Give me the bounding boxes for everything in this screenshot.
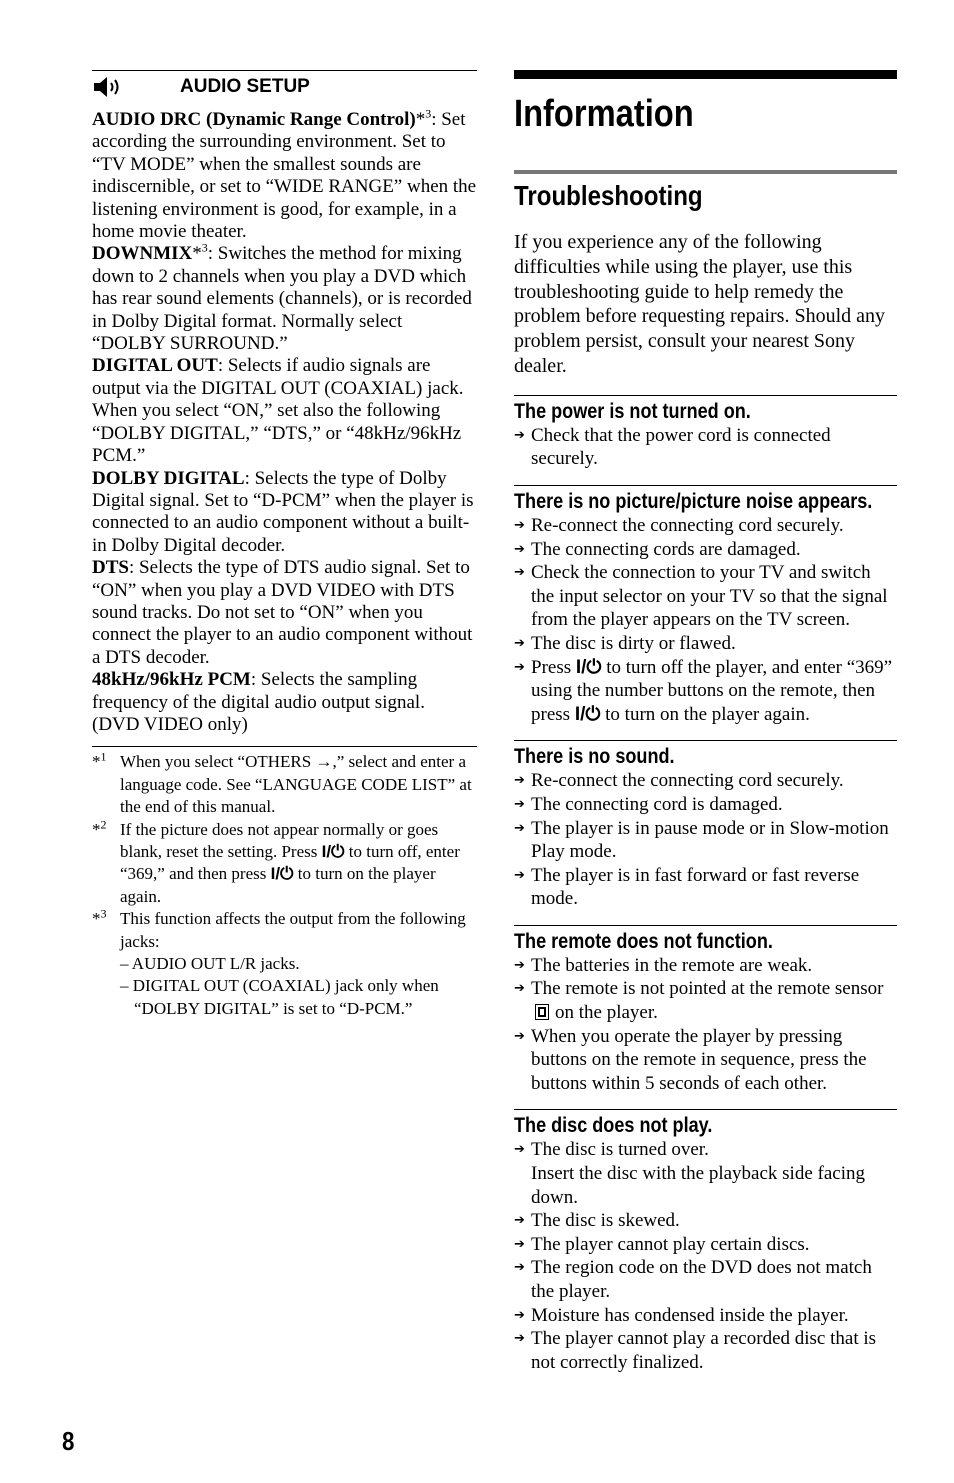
entry-text: : Switches the method for mixing down to 2 channels when you play a DVD which has rear sound elements (channels), or is recorded in Dolby Digital format. Normally select “DOLBY SURROUND.”	[92, 243, 472, 355]
entry-text: : Selects the type of Dolby Digital signal. Set to “D-PCM” when the player is connected to an audio component without a built-in Dolby Digital decoder.	[92, 467, 474, 556]
entry-downmix	[92, 243, 477, 355]
footnote-text: When you select “OTHERS →,” select and enter a language code. See “LANGUAGE CODE LIST” at the end of this manual.	[120, 752, 472, 817]
power-icon: I/⏻	[321, 842, 345, 861]
arrow-icon: ➔	[514, 957, 525, 973]
entry-term: DTS	[92, 557, 129, 579]
arrow-icon: ➔	[514, 867, 525, 883]
audio-setup-body	[92, 106, 477, 736]
footnotes	[92, 746, 477, 1020]
footnote-text: If the picture does not appear normally or goes blank, reset the setting. Press I/⏻ to turn off, enter “369,” and then press I/⏻ to turn on the player again.	[120, 819, 460, 906]
power-icon: I/⏻	[270, 864, 294, 884]
list-item: ➔ Check the connection to your TV and switch the input selector on your TV so that the signal from the player appears on the TV screen.	[514, 562, 888, 631]
footnote-sup: 3	[201, 241, 208, 256]
footnote-3	[92, 908, 477, 1020]
arrow-icon: ➔	[514, 541, 525, 557]
audio-setup-heading: AUDIO SETUP	[180, 76, 310, 97]
problem-heading: The disc does not play.	[514, 1114, 713, 1138]
problem-heading: The power is not turned on.	[514, 399, 751, 423]
power-icon: I/⏻	[575, 656, 602, 678]
entry-text: : Selects the type of DTS audio signal. Set to “ON” when you play a DVD VIDEO with DTS sound tracks. Do not set to “ON” when you connect the player to an audio component without a DTS decoder.	[92, 557, 473, 668]
arrow-icon: ➔	[514, 1213, 525, 1229]
entry-pcm	[92, 669, 477, 736]
entry-dts	[92, 557, 477, 669]
footnote-sup: 3	[425, 106, 432, 121]
entry-text: : Selects the sampling frequency of the digital audio output signal. (DVD VIDEO only)	[92, 669, 425, 735]
list-item: ➔ Press I/⏻ to turn off the player, and enter “369” using the number buttons on the remote, then press I/⏻ to turn on the player again.	[514, 656, 893, 725]
information-section	[514, 70, 897, 1374]
list-item: ➔ Moisture has condensed inside the player.	[514, 1304, 849, 1326]
arrow-icon: ➔	[514, 1028, 525, 1044]
footnote-2	[92, 816, 477, 909]
footnote-dash-item: – DIGITAL OUT (COAXIAL) jack only when “DOLBY DIGITAL” is set to “D-PCM.”	[120, 976, 439, 1018]
entry-dolby-digital	[92, 468, 477, 558]
problem-heading: The remote does not function.	[514, 929, 773, 953]
footnote-mark: *	[415, 109, 426, 130]
list-item: ➔ Check that the power cord is connected securely.	[514, 424, 831, 470]
arrow-icon: ➔	[514, 659, 525, 675]
arrow-icon: ➔	[514, 1260, 525, 1276]
power-icon: I/⏻	[574, 703, 601, 725]
footnote-1	[92, 751, 477, 818]
problem-heading: There is no sound.	[514, 745, 675, 769]
list-item: ➔ The disc is dirty or flawed.	[514, 632, 736, 654]
footnote-marker: *$^1$	[92, 749, 107, 772]
arrow-icon: ➔	[514, 1236, 525, 1252]
arrow-icon: ➔	[514, 981, 525, 997]
page-number: 8	[62, 1426, 75, 1456]
entry-term: DOWNMIX	[92, 243, 193, 265]
entry-term: 48kHz/96kHz PCM	[92, 669, 251, 691]
list-item: ➔ When you operate the player by pressing buttons on the remote in sequence, press the buttons within 5 seconds of each other.	[514, 1025, 867, 1094]
arrow-icon: ➔	[514, 1307, 525, 1323]
footnote-dash-item: – AUDIO OUT L/R jacks.	[120, 954, 300, 974]
arrow-icon: ➔	[514, 635, 525, 651]
problem-power	[514, 395, 897, 471]
subtitle-rule	[514, 170, 897, 174]
list-item: ➔ The disc is turned over. Insert the disc with the playback side facing down.	[514, 1139, 865, 1208]
footnote-marker: *$^3$	[92, 906, 107, 929]
list-item: ➔ The disc is skewed.	[514, 1210, 680, 1232]
arrow-icon: ➔	[514, 1331, 525, 1347]
page-title: Information	[514, 93, 694, 135]
arrow-icon: ➔	[514, 773, 525, 789]
audio-setup-section	[92, 70, 477, 1020]
list-item: ➔ The remote is not pointed at the remote sensor on the player.	[514, 978, 884, 1024]
entry-text: : Selects if audio signals are output via the DIGITAL OUT (COAXIAL) jack. When you select “ON,” set also the following “DOLBY DIGITAL,” “DTS,” or “48kHz/96kHz PCM.”	[92, 355, 464, 467]
audio-setup-header	[92, 70, 477, 103]
list-item: ➔ Re-connect the connecting cord securely.	[514, 770, 844, 792]
problem-sound	[514, 740, 897, 911]
arrow-icon: ➔	[514, 1142, 525, 1158]
entry-term: DOLBY DIGITAL	[92, 467, 245, 489]
problem-remote	[514, 925, 897, 1096]
list-item: ➔ The batteries in the remote are weak.	[514, 954, 813, 976]
arrow-icon: ➔	[514, 517, 525, 533]
list-item: ➔ The connecting cord is damaged.	[514, 793, 783, 815]
problem-picture	[514, 485, 897, 726]
list-item: ➔ Re-connect the connecting cord securely.	[514, 514, 844, 536]
title-rule	[514, 70, 897, 79]
problem-heading: There is no picture/picture noise appears.	[514, 489, 873, 513]
list-item: ➔ The player is in pause mode or in Slow-motion Play mode.	[514, 817, 889, 863]
section-title: Troubleshooting	[514, 180, 703, 211]
arrow-icon: ➔	[514, 565, 525, 581]
list-item: ➔ The connecting cords are damaged.	[514, 538, 801, 560]
entry-audio-drc	[92, 106, 477, 243]
arrow-icon: ➔	[514, 796, 525, 812]
entry-digital-out	[92, 355, 477, 467]
arrow-icon: ➔	[514, 427, 525, 443]
list-item: ➔ The player is in fast forward or fast reverse mode.	[514, 864, 860, 910]
entry-text: : Set according the surrounding environment. Set to “TV MODE” when the smallest sounds are indiscernible, or set to “WIDE RANGE” when the listening environment is good, for example, in a home movie theater.	[92, 109, 477, 243]
entry-term: DIGITAL OUT	[92, 355, 218, 377]
arrow-icon: ➔	[514, 820, 525, 836]
list-item: ➔ The player cannot play certain discs.	[514, 1233, 810, 1255]
speaker-icon	[92, 75, 122, 99]
list-item: ➔ The region code on the DVD does not match the player.	[514, 1257, 872, 1302]
problem-disc	[514, 1109, 897, 1374]
intro-text: If you experience any of the following difficulties while using the player, use this troubleshooting guide to help remedy the problem before requesting repairs. Should any problem persist, consult your nearest Sony dealer.	[514, 231, 886, 377]
footnote-text: This function affects the output from the following jacks: – AUDIO OUT L/R jacks. – DIGITAL OUT (COAXIAL) jack only when “DOLBY DIGITAL” is set to “D-PCM.”	[120, 908, 477, 1020]
entry-term: AUDIO DRC (Dynamic Range Control)	[92, 109, 416, 130]
footnote-marker: *$^2$	[92, 816, 107, 839]
footnote-mark: *	[192, 243, 202, 265]
remote-sensor-icon	[535, 1004, 549, 1020]
list-item: ➔ The player cannot play a recorded disc that is not correctly finalized.	[514, 1328, 877, 1373]
